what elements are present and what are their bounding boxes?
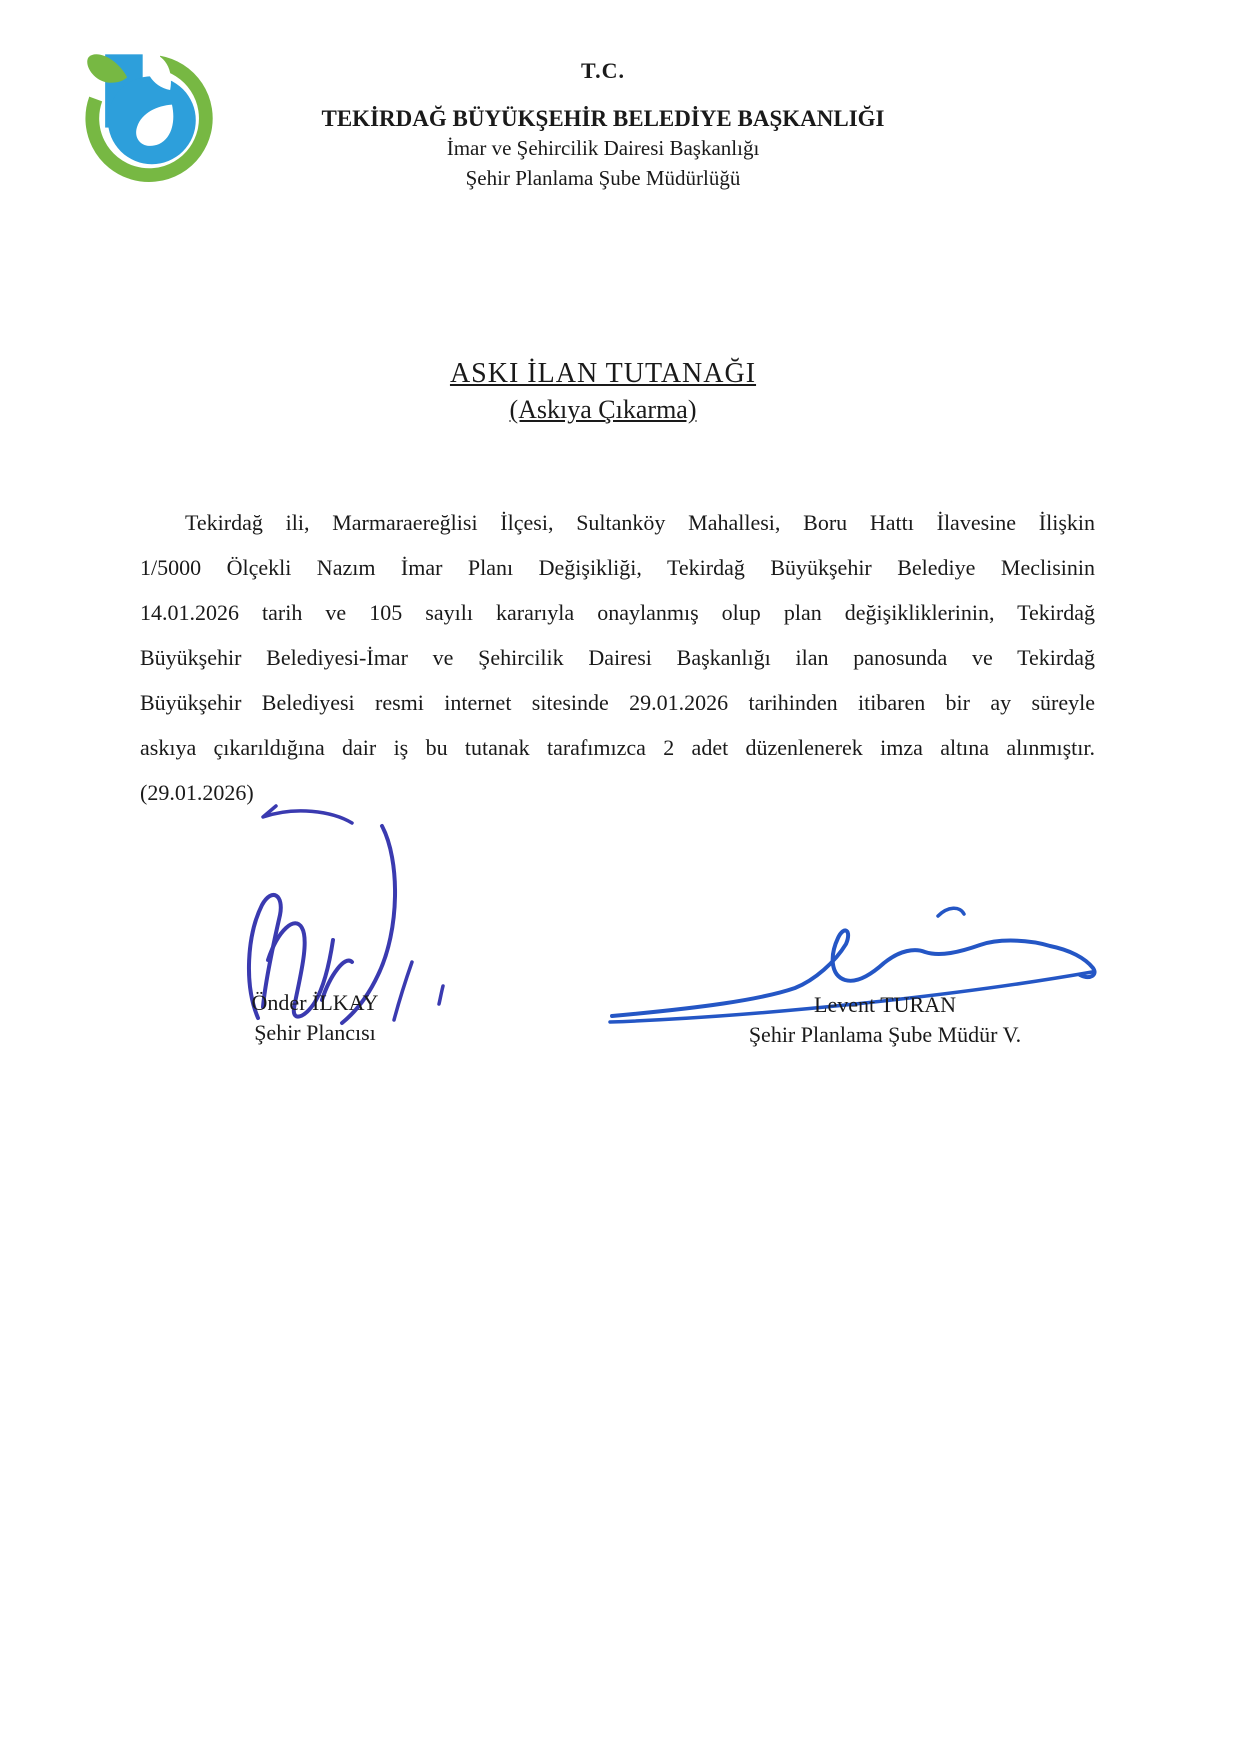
letterhead [0,58,1206,191]
signature-block-right [735,990,1035,1050]
body-line: 1/5000 Ölçekli Nazım İmar Planı Değişikliği, Tekirdağ Büyükşehir Belediye Meclisinin [140,555,1095,580]
organization-name: TEKİRDAĞ BÜYÜKŞEHİR BELEDİYE BAŞKANLIĞI [321,106,885,131]
body-line: Büyükşehir Belediyesi resmi internet sitesinde 29.01.2026 tarihinden itibaren bir ay süreyle [140,690,1095,715]
signer-title: Şehir Plancısı [254,1020,376,1045]
department-name: İmar ve Şehircilik Dairesi Başkanlığı [446,136,760,160]
republic-abbrev: T.C. [581,58,625,83]
body-line: Tekirdağ ili, Marmaraereğlisi İlçesi, Sultanköy Mahallesi, Boru Hattı İlavesine İlişkin [185,510,1095,535]
branch-name: Şehir Planlama Şube Müdürlüğü [465,166,741,190]
body-paragraph [140,500,1095,815]
body-line: Büyükşehir Belediyesi-İmar ve Şehircilik Dairesi Başkanlığı ilan panosunda ve Tekirdağ [140,645,1095,670]
signer-title: Şehir Planlama Şube Müdür V. [748,1022,1022,1047]
body-line: 14.01.2026 tarih ve 105 sayılı kararıyla onaylanmış olup plan değişikliklerinin, Tekirdağ [140,600,1095,625]
document-title-sub: (Askıya Çıkarma) [509,395,697,424]
signer-name: Önder İLKAY [251,990,379,1015]
signer-name: Levent TURAN [814,992,956,1017]
signature-block-left [195,988,435,1048]
body-date: (29.01.2026) [140,780,254,805]
document-title-main: ASKI İLAN TUTANAĞI [449,358,757,389]
body-line: askıya çıkarıldığına dair iş bu tutanak tarafımızca 2 adet düzenlenerek imza altına alınmıştır. [140,735,1095,760]
document-title [0,358,1206,425]
